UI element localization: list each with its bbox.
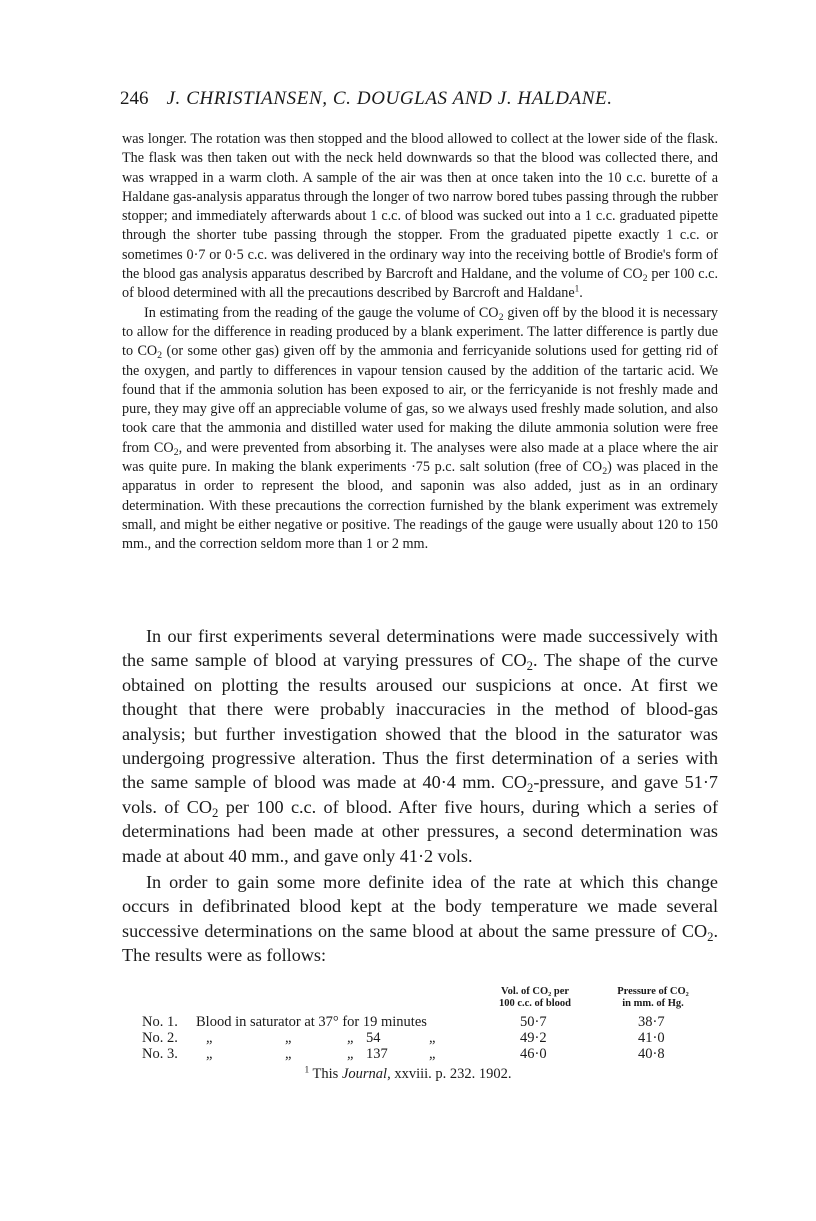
paragraph-blank-experiment: In estimating from the reading of the gauge the volume of $CO_2$ given off by the blood it is necessary to allow for the difference in reading produced by a blank experiment. The latter difference is partly due to $CO_2$ (or some other gas) given off by the ammonia and ferricyanide solutions used for getting rid of the oxygen, and partly to differences in vapour tension caused by the addition of the tartaric acid. We found that if the ammonia solution has been exposed to air, or the ferricyanide is not freshly made and pure, they may give off an appreciable volume of gas, so we always used freshly made solution, and also took care that the ammonia and distilled water used for making the dilute ammonia solution were free from $CO_2$, and were prevented from absorbing it. The analyses were also made at a place where the air was quite pure. In making the blank experiments ·75 p.c. salt solution (free of $CO_2$) was placed in the apparatus in order to represent the blood, and saponin was also added, just as in an ordinary determination. With these precautions the correction furnished by the blank experiment was extremely small, and might be either negative or positive. The readings of the gauge were usually about 120 to 150 mm., and the correction seldom more than 1 or 2 mm.	[122, 304, 719, 553]
ditto-mark: „	[347, 1030, 354, 1046]
paragraph-method: was longer. The rotation was then stopped and the blood allowed to collect at the lower side of the flask. The flask was then taken out with the neck held downwards so that the blood was collected there, and was wrapped in a warm cloth. A sample of the air was then at once taken into the 10 c.c. burette of a Haldane gas-analysis apparatus through the longer of two narrow bored tubes passing through the rubber stopper; and immediately afterwards about 1 c.c. of blood was sucked out into a 1 c.c. graduated pipette through the shorter tube passing through the stopper. From the graduated pipette exactly 1 c.c. or sometimes 0·7 or 0·5 c.c. was delivered in the ordinary way into the receiving bottle of Brodie's form of the blood gas analysis apparatus described by Barcroft and Haldane, and the volume of $CO_2$ per 100 c.c. of blood determined with all the precautions described by Barcroft and Haldane$^1$.	[122, 131, 718, 302]
row-number: No. 3.	[142, 1046, 178, 1062]
ditto-mark: „	[285, 1030, 292, 1046]
row-number: No. 2.	[142, 1030, 178, 1046]
small-print-section	[122, 130, 718, 555]
table-row	[120, 1030, 720, 1047]
paragraph-rate-of-change: In order to gain some more definite idea of the rate at which this change occurs in defibrinated blood kept at the body temperature we made several successive determinations on the same blood at about the same pressure of $CO_2$. The results were as follows:	[122, 872, 718, 966]
table-row	[120, 1014, 720, 1031]
journal-name: Journal	[341, 1066, 388, 1082]
column-header-volume: Vol. of CO₂ per 100 c.c. of blood	[498, 986, 572, 1009]
footnote: $^1$ This Journal, xxviii. p. 232. 1902.	[304, 1065, 512, 1082]
table-row	[120, 1046, 720, 1063]
ditto-mark: „	[429, 1046, 436, 1062]
ditto-mark: „	[206, 1030, 213, 1046]
page-number: 246	[120, 88, 149, 109]
ditto-mark: „	[429, 1030, 436, 1046]
page-header	[120, 88, 720, 110]
row-number: No. 1.	[142, 1014, 178, 1030]
row-pressure: 41·0	[638, 1030, 665, 1046]
ditto-mark: „	[285, 1046, 292, 1062]
paragraph-first-experiments: In our first experiments several determinations were made successively with the same sample of blood at varying pressures of $CO_2$. The shape of the curve obtained on plotting the results aroused our suspicions at once. At first we thought that there were probably inaccuracies in the method of blood-gas analysis; but further investigation showed that the blood in the saturator was undergoing progressive alteration. Thus the first determination of a series with the same sample of blood was made at 40·4 mm. $CO_2$-pressure, and gave 51·7 vols. of $CO_2$ per 100 c.c. of blood. After five hours, during which a series of determinations had been made at other pressures, a second determination was made at about 40 mm., and gave only 41·2 vols.	[122, 626, 719, 866]
row-volume: 46·0	[520, 1046, 547, 1062]
ditto-mark: „	[347, 1046, 354, 1062]
footnote-mark: 1	[304, 1065, 310, 1076]
column-header-pressure: Pressure of CO₂ in mm. of Hg.	[617, 986, 689, 1009]
row-minutes: 54	[366, 1030, 381, 1046]
running-title: J. CHRISTIANSEN, C. DOUGLAS AND J. HALDANE.	[166, 88, 613, 109]
row-volume: 49·2	[520, 1030, 547, 1046]
footnote-ref: 1	[574, 283, 580, 294]
row-pressure: 40·8	[638, 1046, 665, 1062]
main-text-section	[122, 624, 718, 968]
row-minutes: 137	[366, 1046, 388, 1062]
ditto-mark: „	[206, 1046, 213, 1062]
row-pressure: 38·7	[638, 1014, 665, 1030]
row-volume: 50·7	[520, 1014, 547, 1030]
row-description: Blood in saturator at 37° for 19 minutes	[196, 1014, 427, 1030]
